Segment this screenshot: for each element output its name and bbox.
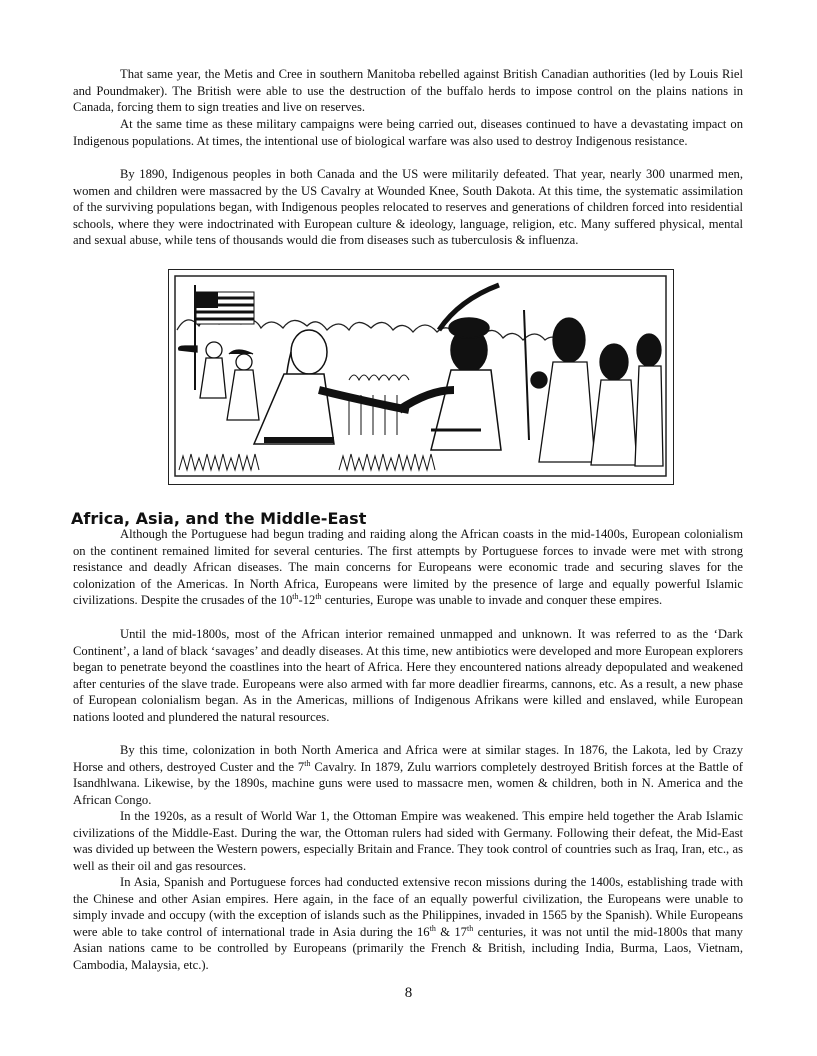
battle-illustration (168, 269, 674, 485)
paragraph-ottoman: In the 1920s, as a result of World War 1, the Ottoman Empire was weakened. This empire held together the Arab Islamic civilizations of the Middle-East. During the war, the Ottoman rulers had sided with Germany. Following their defeat, the Mid-East was divided up between the Western powers, especially Britain and France. They took control of countries such as Iraq, Iran, etc., as well as their oil and gas resources. (73, 809, 743, 873)
section-heading: Africa, Asia, and the Middle-East (71, 509, 367, 528)
page-number: 8 (404, 985, 413, 1001)
paragraph-metis-cree: That same year, the Metis and Cree in southern Manitoba rebelled against British Canadian authorities (led by Louis Riel and Poundmaker). The British were able to use the destruction of the buffalo herds to impose control on the plains nations in Canada, forcing them to sign treaties and live on reserves. (73, 67, 743, 115)
paragraph-1876: By this time, colonization in both North America and Africa were at similar stages. In 1876, the Lakota, led by Crazy Horse and others, destroyed Custer and the 7th Cavalry. In 1879, Zulu warriors completely destroyed British forces at the Battle of Isandhlwana. Likewise, by the 1890s, machine guns were used to massacre men, women & children, both in N. America and the African Congo. (73, 743, 743, 807)
paragraph-1890: By 1890, Indigenous peoples in both Canada and the US were militarily defeated. That year, nearly 300 unarmed men, women and children were massacred by the US Cavalry at Wounded Knee, South Dakota. At this time, the systematic assimilation of the surviving populations began, with Indigenous peoples relocated to reserves and generations of children forced into residential schools, where they were indoctrinated with European culture & ideology, language, religion, etc. Many suffered physical, mental and sexual abuse, while tens of thousands would die from diseases such as tuberculosis & influenza. (73, 167, 743, 248)
us-flag-icon (196, 292, 254, 324)
battle-scene-drawing (169, 270, 672, 483)
paragraph-diseases: At the same time as these military campaigns were being carried out, diseases continued to have a devastating impact on Indigenous populations. At times, the intentional use of biological warfare was also used to destroy Indigenous resistance. (73, 117, 743, 148)
paragraph-dark-continent: Until the mid-1800s, most of the African interior remained unmapped and unknown. It was referred to as the ‘Dark Continent’, a land of black ‘savages’ and deadly diseases. At this time, new antibiotics were developed and more European explorers began to penetrate beyond the coastlines into the heart of Africa. Here they encountered nations already depopulated and weakened after centuries of the slave trade. Europeans were also armed with far more deadlier firearms, cannons, etc. As a result, a new phase of European colonialism began. As in the Americas, millions of Indigenous Afrikans were killed and enslaved, while European nations looted and plundered the natural resources. (73, 627, 743, 724)
paragraph-portuguese: Although the Portuguese had begun trading and raiding along the African coasts in the mid-1400s, European colonialism on the continent remained limited for several centuries. The first attempts by Portuguese forces to invade were met with strong resistance and deadly African diseases. The main concerns for Europeans were economic trade and securing slaves for the colonization of the Americas. In North Africa, Europeans were limited by the presence of large and equally powerful Islamic civilizations. Despite the crusades of the 10th-12th centuries, Europe was unable to invade and conquer these empires. (73, 527, 743, 608)
paragraph-asia: In Asia, Spanish and Portuguese forces had conducted extensive recon missions during the 1400s, establishing trade with the Chinese and other Asian empires. Here again, in the face of an equally powerful civilization, the Europeans were unable to simply invade and occupy (with the exception of islands such as the Philippines, invaded in 1565 by the Spanish). While Europeans were able to take control of international trade in Asia during the 16th & 17th centuries, it was not until the mid-1800s that many Asian nations came to be controlled by Europeans (primarily the French & British, including India, Burma, Laos, Vietnam, Cambodia, Malaysia, etc.). (73, 875, 743, 972)
